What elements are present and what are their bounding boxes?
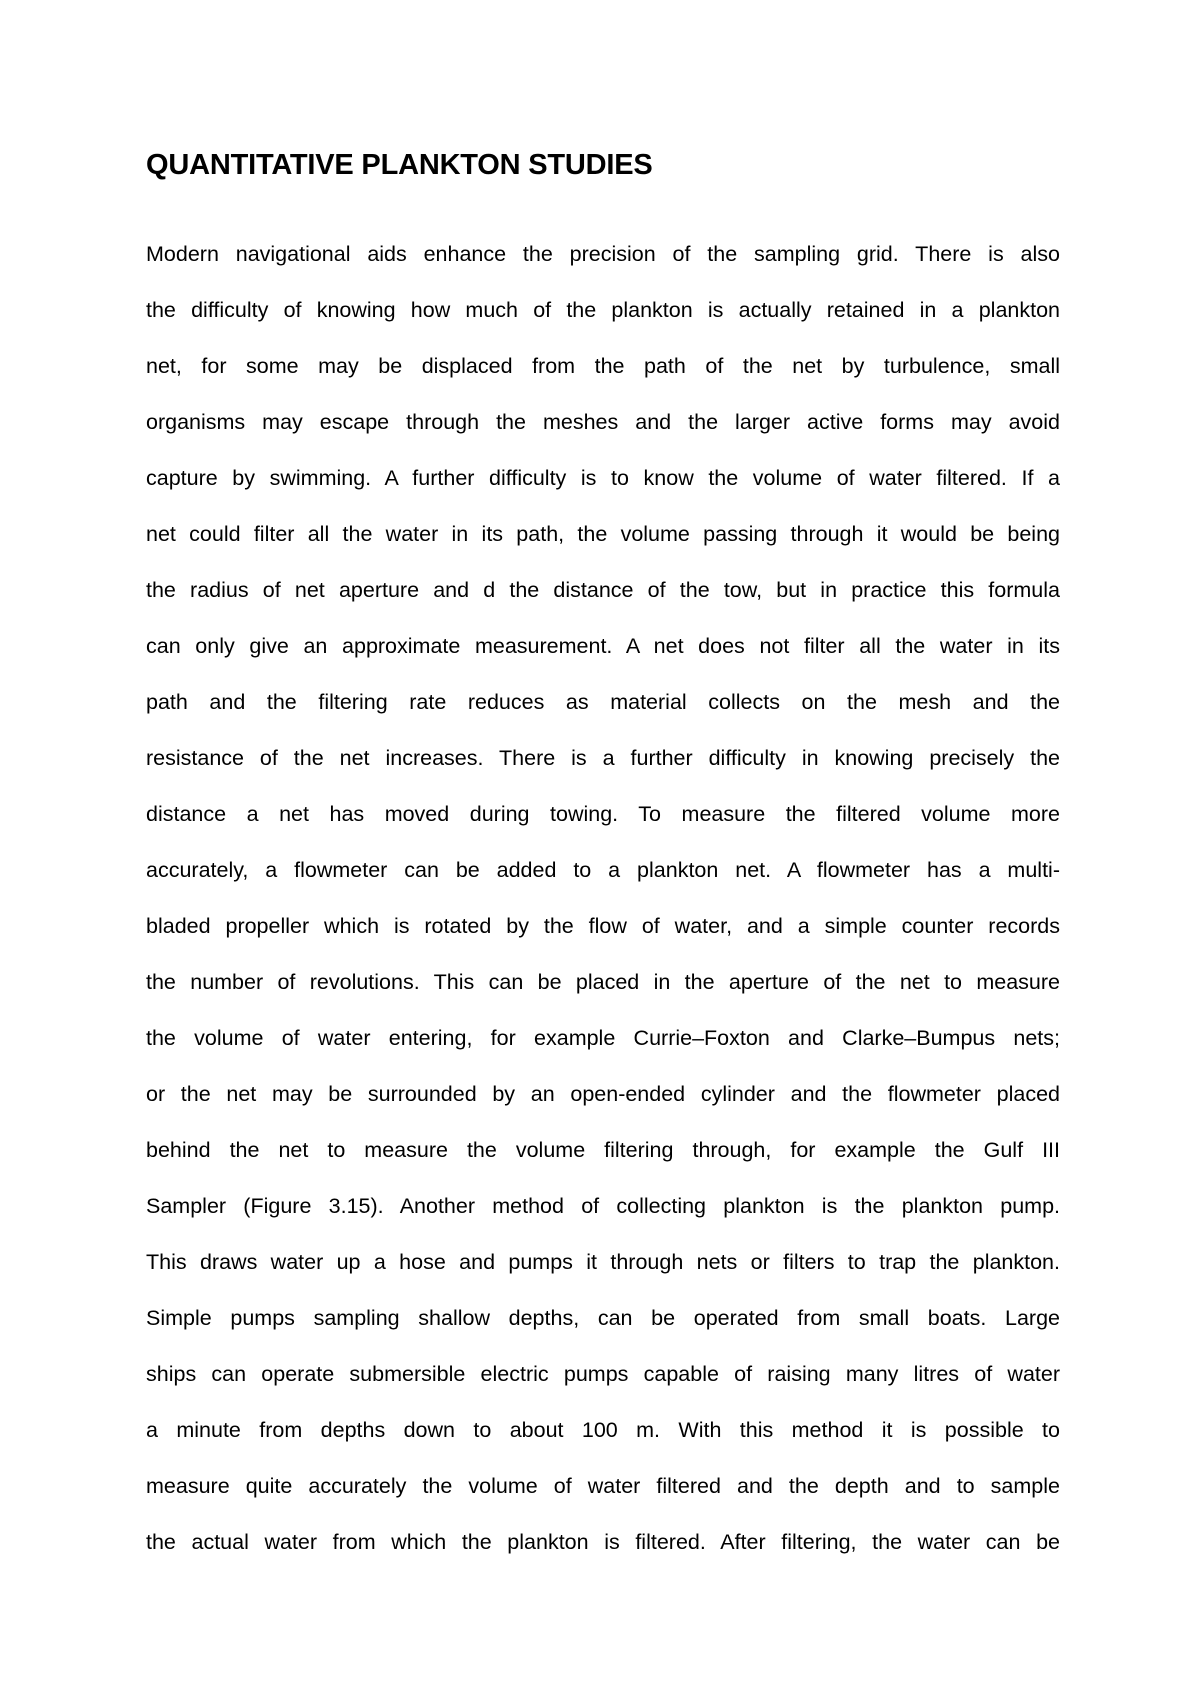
text-line: Sampler (Figure 3.15). Another method of collecting plankton is the plankton pump. bbox=[146, 1194, 1060, 1218]
text-line: or the net may be surrounded by an open-ended cylinder and the flowmeter placed bbox=[146, 1082, 1060, 1106]
text-line: distance a net has moved during towing. To measure the filtered volume more bbox=[146, 802, 1060, 826]
body-text bbox=[146, 226, 1060, 1570]
text-line: bladed propeller which is rotated by the flow of water, and a simple counter records bbox=[146, 914, 1060, 938]
text-line: a minute from depths down to about 100 m. With this method it is possible to bbox=[146, 1418, 1060, 1442]
text-line: the number of revolutions. This can be placed in the aperture of the net to measure bbox=[146, 970, 1060, 994]
text-line: Modern navigational aids enhance the precision of the sampling grid. There is also bbox=[146, 242, 1060, 266]
text-line: net, for some may be displaced from the path of the net by turbulence, small bbox=[146, 354, 1060, 378]
text-line: ships can operate submersible electric pumps capable of raising many litres of water bbox=[146, 1362, 1060, 1386]
text-line: can only give an approximate measurement. A net does not filter all the water in its bbox=[146, 634, 1060, 658]
text-line: the volume of water entering, for example Currie–Foxton and Clarke–Bumpus nets; bbox=[146, 1026, 1060, 1050]
text-line: path and the filtering rate reduces as material collects on the mesh and the bbox=[146, 690, 1060, 714]
text-line: the radius of net aperture and d the distance of the tow, but in practice this formula bbox=[146, 578, 1060, 602]
document-title: QUANTITATIVE PLANKTON STUDIES bbox=[146, 149, 653, 181]
text-line: accurately, a flowmeter can be added to a plankton net. A flowmeter has a multi- bbox=[146, 858, 1060, 882]
text-line: capture by swimming. A further difficulty is to know the volume of water filtered. If a bbox=[146, 466, 1060, 490]
text-line: This draws water up a hose and pumps it through nets or filters to trap the plankton. bbox=[146, 1250, 1060, 1274]
text-line: behind the net to measure the volume filtering through, for example the Gulf III bbox=[146, 1138, 1060, 1162]
text-line: the difficulty of knowing how much of the plankton is actually retained in a plankton bbox=[146, 298, 1060, 322]
text-line: resistance of the net increases. There is a further difficulty in knowing precisely the bbox=[146, 746, 1060, 770]
text-line: organisms may escape through the meshes and the larger active forms may avoid bbox=[146, 410, 1060, 434]
text-line: net could filter all the water in its path, the volume passing through it would be being bbox=[146, 522, 1060, 546]
text-line: Simple pumps sampling shallow depths, can be operated from small boats. Large bbox=[146, 1306, 1060, 1330]
text-line: the actual water from which the plankton is filtered. After filtering, the water can be bbox=[146, 1530, 1060, 1554]
text-line: measure quite accurately the volume of water filtered and the depth and to sample bbox=[146, 1474, 1060, 1498]
